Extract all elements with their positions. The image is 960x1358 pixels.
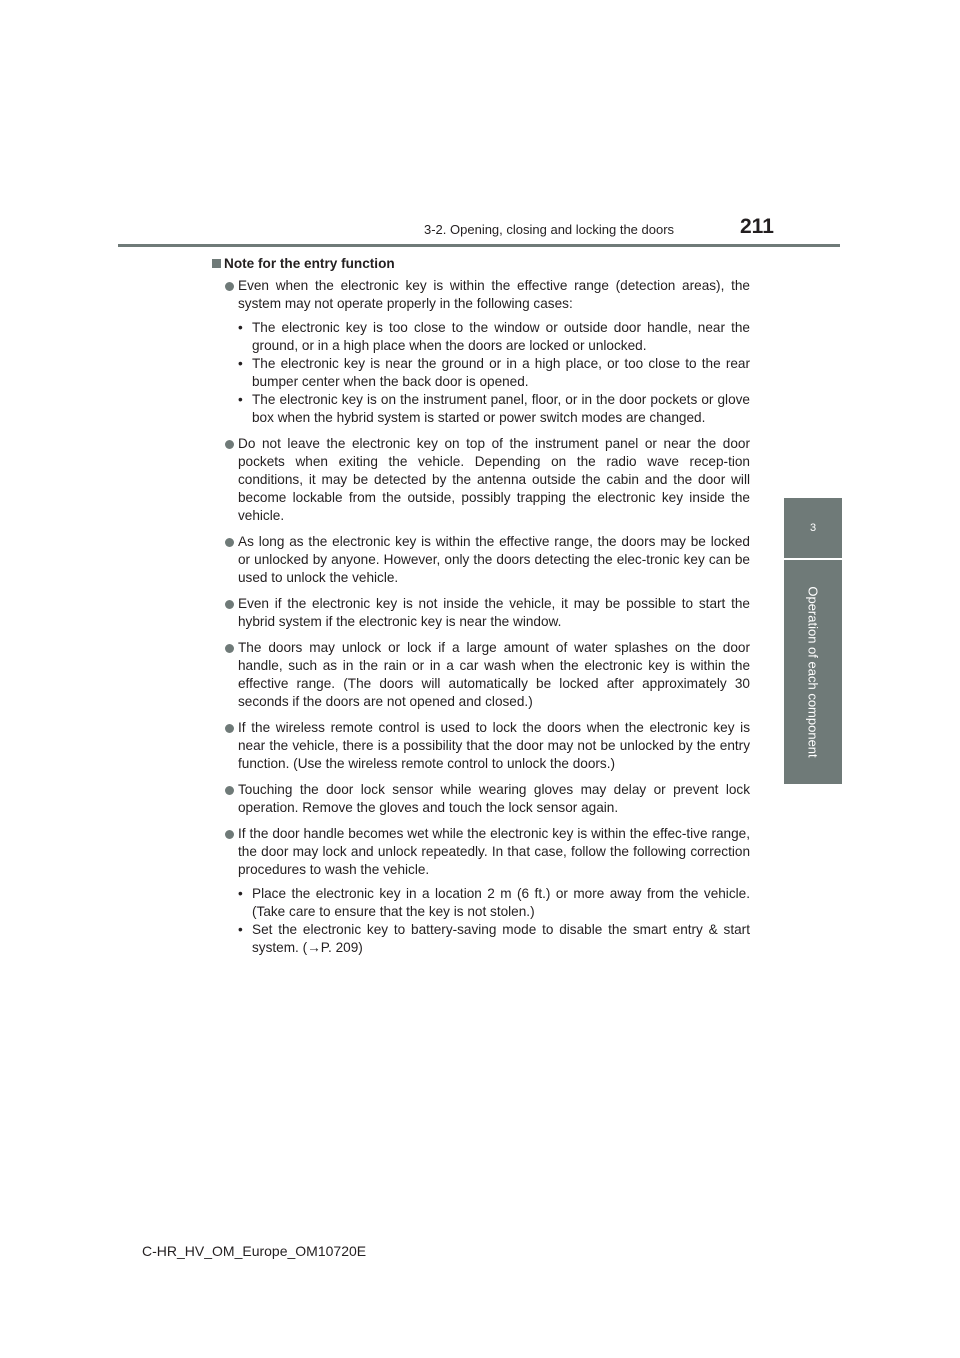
circle-bullet-icon xyxy=(225,282,234,291)
list-item-text: If the wireless remote control is used to lock the doors when the electronic key is near the vehicle, there is a possibility that the door may not be unlocked by the entry function. (Use the wireless remote control to unlock the doors.) xyxy=(238,720,750,771)
circle-bullet-icon xyxy=(225,440,234,449)
list-item xyxy=(212,435,750,525)
sub-list-item-text: Set the electronic key to battery-saving mode to disable the smart entry & start system. (→P. 209) xyxy=(252,922,750,955)
list-item-text: Even if the electronic key is not inside the vehicle, it may be possible to start the hybrid system if the electronic key is near the window. xyxy=(238,596,750,629)
header-section-title: 3-2. Opening, closing and locking the doors xyxy=(424,222,675,237)
list-item-text: Touching the door lock sensor while wearing gloves may delay or prevent lock operation. Remove the gloves and touch the lock sensor again. xyxy=(238,782,750,815)
chapter-tab-number xyxy=(784,498,842,558)
page-number: 211 xyxy=(740,215,774,238)
sub-list xyxy=(238,319,750,427)
small-bullet-icon: • xyxy=(238,320,243,335)
list-item-text: If the door handle becomes wet while the electronic key is within the effec-tive range, the door may lock and unlock repeatedly. In that case, follow the following correction procedures to wash the vehicle. xyxy=(238,826,750,877)
chapter-number: 3 xyxy=(809,522,817,534)
page-content xyxy=(212,255,750,965)
sub-list-item xyxy=(238,921,750,957)
list-item xyxy=(212,639,750,711)
small-bullet-icon: • xyxy=(238,392,243,407)
circle-bullet-icon xyxy=(225,724,234,733)
sub-list-item xyxy=(238,391,750,427)
sub-list-item xyxy=(238,355,750,391)
list-item xyxy=(212,595,750,631)
small-bullet-icon: • xyxy=(238,356,243,371)
header-divider xyxy=(118,244,840,247)
manual-code: C-HR_HV_OM_Europe_OM10720E xyxy=(142,1243,367,1259)
chapter-title: Operation of each component xyxy=(805,586,821,758)
list-item xyxy=(212,277,750,427)
list-item-text: The doors may unlock or lock if a large amount of water splashes on the door handle, such as in the rain or in a car wash when the electronic key is within the effective range. (The doors will automatically be locked after approximately 30 seconds if the doors are not opened and closed.) xyxy=(238,640,750,709)
small-bullet-icon: • xyxy=(238,922,243,937)
section-heading xyxy=(212,255,750,273)
circle-bullet-icon xyxy=(225,538,234,547)
circle-bullet-icon xyxy=(225,786,234,795)
list-item-text: Even when the electronic key is within the effective range (detection areas), the system may not operate properly in the following cases: xyxy=(238,278,750,311)
list-item-text: Do not leave the electronic key on top of the instrument panel or near the door pockets when exiting the vehicle. Depending on the radio wave recep-tion conditions, it may be detected by the antenna outside the cabin and the door will become lockable from the outside, possibly trapping the electronic key inside the vehicle. xyxy=(238,436,750,523)
list-item xyxy=(212,825,750,957)
sub-list-item-text: The electronic key is too close to the window or outside door handle, near the ground, or in a high place when the doors are locked or unlocked. xyxy=(252,320,750,353)
chapter-tab-title xyxy=(784,560,842,784)
circle-bullet-icon xyxy=(225,830,234,839)
list-item xyxy=(212,533,750,587)
list-item-text: As long as the electronic key is within the effective range, the doors may be locked or unlocked by anyone. However, only the doors detecting the elec-tronic key can be used to unlock the vehicle. xyxy=(238,534,750,585)
section-heading-text: Note for the entry function xyxy=(224,256,395,271)
sub-list-item-text: Place the electronic key in a location 2 m (6 ft.) or more away from the vehicle. (Take care to ensure that the key is not stolen.) xyxy=(252,886,750,919)
sub-list xyxy=(238,885,750,957)
circle-bullet-icon xyxy=(225,644,234,653)
circle-bullet-icon xyxy=(225,600,234,609)
sub-list-item xyxy=(238,319,750,355)
square-bullet-icon xyxy=(212,259,221,268)
sub-list-item-text: The electronic key is on the instrument panel, floor, or in the door pockets or glove box when the hybrid system is started or power switch modes are changed. xyxy=(252,392,750,425)
list-item xyxy=(212,719,750,773)
list-item xyxy=(212,781,750,817)
sub-list-item-text: The electronic key is near the ground or in a high place, or too close to the rear bumper center when the back door is opened. xyxy=(252,356,750,389)
small-bullet-icon: • xyxy=(238,886,243,901)
sub-list-item xyxy=(238,885,750,921)
